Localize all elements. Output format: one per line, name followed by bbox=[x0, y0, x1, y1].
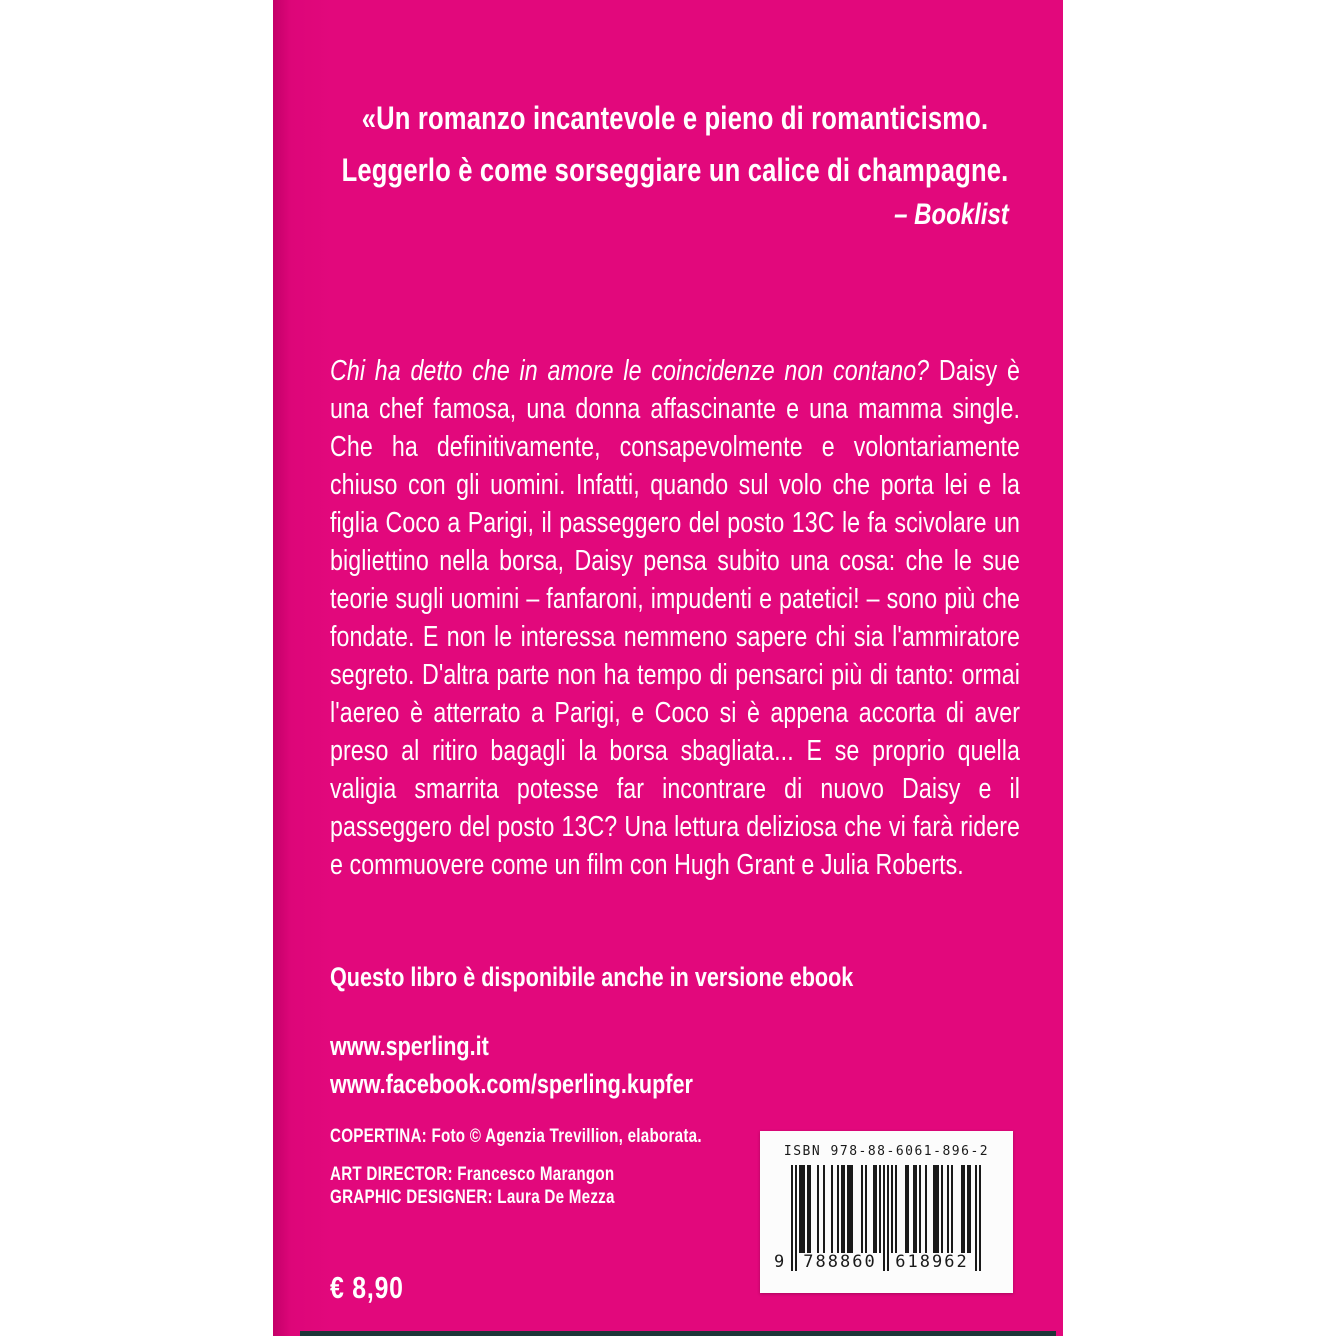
publisher-websites bbox=[330, 1027, 1020, 1103]
review-quote-text: «Un romanzo incantevole e pieno di romanticismo. Leggerlo è come sorseggiare un calice di champagne. bbox=[341, 100, 1009, 188]
ebook-availability-note: Questo libro è disponibile anche in versione ebook bbox=[330, 962, 854, 992]
cover-bottom-edge-shadow bbox=[300, 1331, 1056, 1336]
cover-photo-credit: COPERTINA: Foto © Agenzia Trevillion, elaborata. bbox=[330, 1126, 702, 1147]
website-sperling: www.sperling.it bbox=[330, 1031, 489, 1061]
synopsis-paragraph bbox=[330, 352, 1020, 884]
website-facebook: www.facebook.com/sperling.kupfer bbox=[330, 1069, 693, 1099]
review-quote bbox=[330, 92, 1020, 196]
barcode-bars-area bbox=[774, 1165, 981, 1272]
graphic-designer-credit: GRAPHIC DESIGNER: Laura De Mezza bbox=[330, 1187, 615, 1208]
book-back-cover bbox=[273, 0, 1063, 1336]
isbn-label: ISBN 978-88-6061-896-2 bbox=[783, 1144, 990, 1159]
price-label: € 8,90 bbox=[330, 1270, 404, 1305]
art-director-credit: ART DIRECTOR: Francesco Marangon bbox=[330, 1164, 615, 1185]
synopsis bbox=[330, 352, 1020, 884]
synopsis-body: Daisy è una chef famosa, una donna affascinante e una mamma single. Che ha definitivamente, consapevolmente e volontariamente chiuso con gli uomini. Infatti, quando sul volo che porta lei e la figlia Coco a Parigi, il passeggero del posto 13C le fa scivolare un bigliettino nella borsa, Daisy pensa subito una cosa: che le sue teorie sugli uomini – fanfaroni, impudenti e patetici! – sono più che fondate. E non le interessa nemmeno sapere chi sia l'ammiratore segreto. D'altra parte non ha tempo di pensarci più di tanto: ormai l'aereo è atterrato a Parigi, e Coco si è appena accorta di aver preso al ritiro bagagli la borsa sbagliata... E se proprio quella valigia smarrita potesse far incontrare di nuovo Daisy e il passeggero del posto 13C? Una lettura deliziosa che vi farà ridere e commuovere come un film con Hugh Grant e Julia Roberts. bbox=[330, 355, 1020, 881]
design-credits bbox=[330, 1163, 830, 1209]
synopsis-lead-italic: Chi ha detto che in amore le coincidenze non contano? bbox=[330, 355, 930, 387]
barcode-digits-right: 618962 bbox=[895, 1252, 969, 1272]
barcode-digit-lead: 9 bbox=[774, 1252, 787, 1272]
barcode-digits-left: 788860 bbox=[803, 1252, 877, 1272]
review-quote-attribution: – Booklist bbox=[894, 198, 1009, 231]
isbn-barcode bbox=[760, 1131, 1013, 1293]
